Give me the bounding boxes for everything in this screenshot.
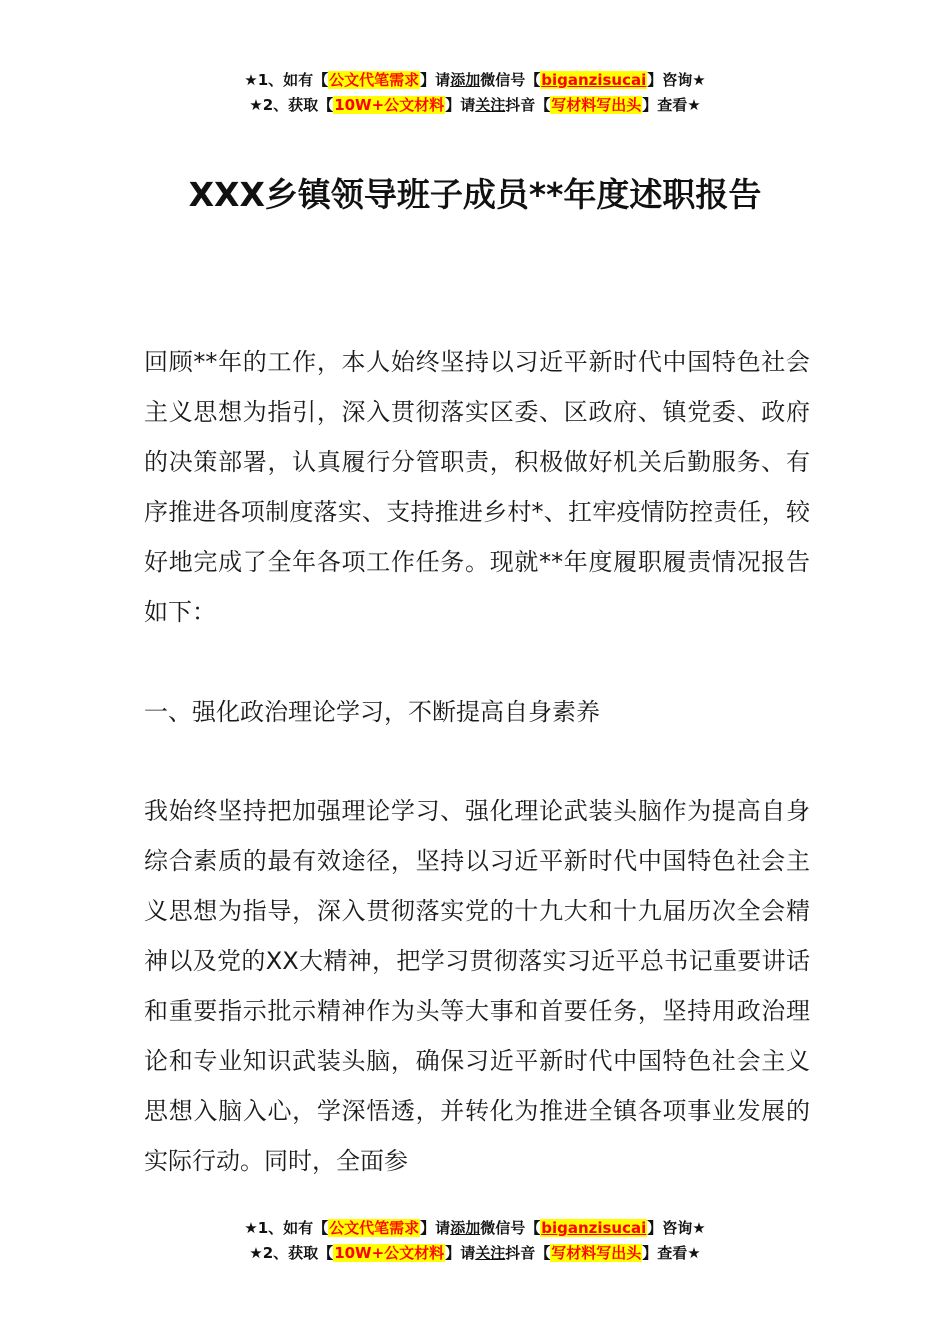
banner-emphasis: 添加 <box>450 71 481 89</box>
banner-emphasis: 关注 <box>475 96 506 114</box>
banner-text: 】查看★ <box>642 1244 701 1262</box>
banner-text: 】咨询★ <box>647 1219 706 1237</box>
section-body-1: 我始终坚持把加强理论学习、强化理论武装头脑作为提高自身综合素质的最有效途径，坚持以习近平新时代中国特色社会主义思想为指导，深入贯彻落实党的十九大和十九届历次全会精神以及党的XX大精神，把学习贯彻落实习近平总书记重要讲话和重要指示批示精神作为头等大事和首要任务，坚持用政治理论和专业知识武装头脑，确保习近平新时代中国特色社会主义思想入脑入心，学深悟透，并转化为推进全镇各项事业发展的实际行动。同时，全面参 <box>144 797 810 1175</box>
banner-highlight-service: 公文代笔需求 <box>329 1219 420 1237</box>
banner-highlight-materials: 10W+公文材料 <box>334 96 445 114</box>
intro-paragraph: 回顾**年的工作，本人始终坚持以习近平新时代中国特色社会主义思想为指引，深入贯彻落实区委、区政府、镇党委、政府的决策部署，认真履行分管职责，积极做好机关后勤服务、有序推进各项制度落实、支持推进乡村*、扛牢疫情防控责任，较好地完成了全年各项工作任务。现就**年度履职履责情况报告如下： <box>144 348 810 626</box>
banner-text: ★2、获取【 <box>249 96 334 114</box>
banner-text: ★1、如有【 <box>244 1219 329 1237</box>
banner-line-1 <box>0 1216 950 1241</box>
banner-line-2 <box>0 93 950 118</box>
banner-text: 抖音【 <box>505 1244 551 1262</box>
banner-text: ★2、获取【 <box>249 1244 334 1262</box>
banner-line-2 <box>0 1241 950 1266</box>
banner-highlight-douyin: 写材料写出头 <box>551 96 642 114</box>
banner-line-1 <box>0 68 950 93</box>
banner-wechat-id-link[interactable]: biganzisucai <box>541 1219 647 1237</box>
banner-text: ★1、如有【 <box>244 71 329 89</box>
banner-highlight-service: 公文代笔需求 <box>329 71 420 89</box>
banner-text: 】查看★ <box>642 96 701 114</box>
banner-highlight-materials: 10W+公文材料 <box>334 1244 445 1262</box>
section-heading-1: 一、强化政治理论学习，不断提高自身素养 <box>144 698 600 726</box>
banner-wechat-id-link[interactable]: biganzisucai <box>541 71 647 89</box>
banner-text: 】咨询★ <box>647 71 706 89</box>
banner-text: 】请 <box>420 1219 451 1237</box>
bottom-banner <box>0 1216 950 1266</box>
top-banner <box>0 68 950 118</box>
banner-text: 】请 <box>420 71 451 89</box>
banner-emphasis: 添加 <box>450 1219 481 1237</box>
banner-highlight-douyin: 写材料写出头 <box>551 1244 642 1262</box>
banner-text: 微信号【 <box>480 1219 541 1237</box>
banner-text: 微信号【 <box>480 71 541 89</box>
banner-text: 抖音【 <box>505 96 551 114</box>
banner-text: 】请 <box>445 96 476 114</box>
banner-text: 】请 <box>445 1244 476 1262</box>
banner-emphasis: 关注 <box>475 1244 506 1262</box>
document-title: XXX乡镇领导班子成员**年度述职报告 <box>188 175 762 215</box>
